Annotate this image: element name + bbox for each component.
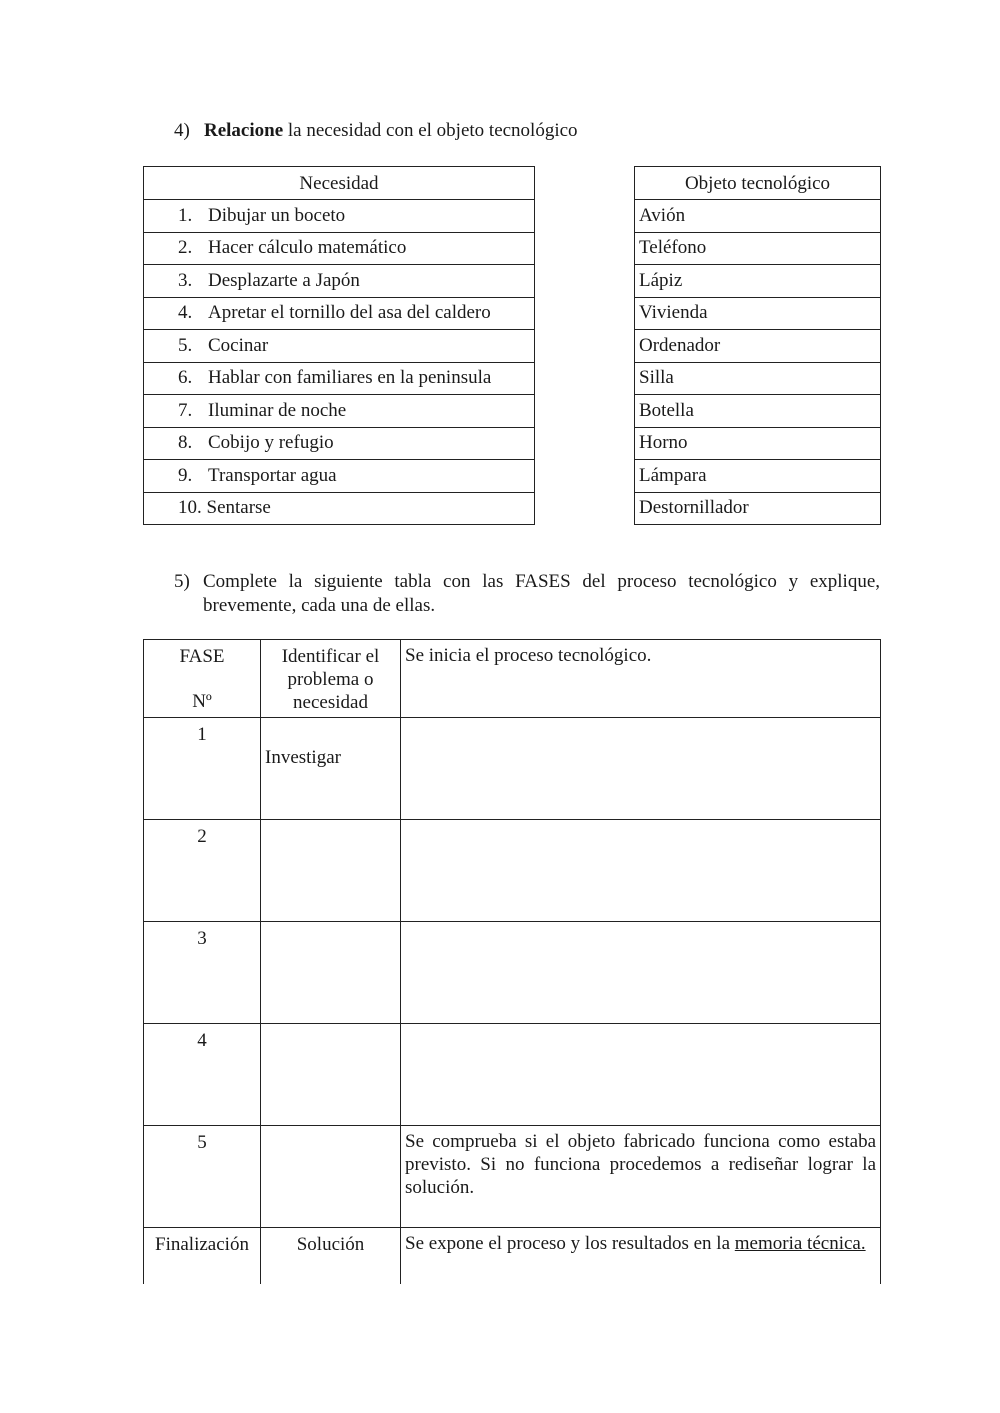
fase-name-cell: Investigar [261,718,401,820]
question-4-number: 4) [174,120,190,141]
object-row: Lámpara [635,460,881,493]
fase-name-cell[interactable] [261,1024,401,1126]
need-row: 2. Hacer cálculo matemático [144,232,535,265]
question-4-text: la necesidad con el objeto tecnológico [283,120,578,141]
fase-final-desc: Se expone el proceso y los resultados en la memoria técnica. [401,1228,881,1284]
object-row: Avión [635,200,881,233]
fase-header-cell: FASE Nº [144,640,261,718]
object-row: Destornillador [635,492,881,525]
needs-header: Necesidad [144,167,535,200]
fase-name-cell[interactable] [261,922,401,1024]
object-row: Vivienda [635,297,881,330]
fase-name-cell[interactable] [261,1126,401,1228]
fase-desc-cell[interactable] [401,718,881,820]
fase-final-label: Finalización [144,1228,261,1284]
needs-table [143,166,535,525]
objects-table [634,166,881,525]
object-row: Ordenador [635,330,881,363]
fase-name-cell: Identificar el problema o necesidad [261,640,401,718]
fase-number: 5 [144,1126,261,1228]
object-row: Horno [635,427,881,460]
fase-final-name: Solución [261,1228,401,1284]
need-row: 3. Desplazarte a Japón [144,265,535,298]
object-row: Teléfono [635,232,881,265]
fase-number: 2 [144,820,261,922]
need-row: 1. Dibujar un boceto [144,200,535,233]
object-row: Botella [635,395,881,428]
need-row: 10. Sentarse [144,492,535,525]
need-row: 7. Iluminar de noche [144,395,535,428]
fases-table [143,639,881,1284]
need-row: 5. Cocinar [144,330,535,363]
objects-header: Objeto tecnológico [635,167,881,200]
fase-number: 3 [144,922,261,1024]
fase-number: 4 [144,1024,261,1126]
fase-name-cell[interactable] [261,820,401,922]
fase-desc-cell: Se inicia el proceso tecnológico. [401,640,881,718]
fase-desc-cell[interactable] [401,922,881,1024]
need-row: 9. Transportar agua [144,460,535,493]
need-row: 6. Hablar con familiares en la peninsula [144,362,535,395]
fase-number: 1 [144,718,261,820]
fase-desc-cell[interactable] [401,1024,881,1126]
fase-desc-cell[interactable] [401,820,881,922]
need-row: 8. Cobijo y refugio [144,427,535,460]
question-5-number: 5) [174,571,190,592]
question-4-title [174,120,578,142]
need-row: 4. Apretar el tornillo del asa del caldero [144,297,535,330]
question-5-text [174,570,880,618]
question-5-body: Complete la siguiente tabla con las FASES del proceso tecnológico y explique, brevemente, cada una de ellas. [203,571,880,616]
question-4-bold: Relacione [204,120,284,141]
memoria-tecnica-link: memoria técnica. [734,1233,866,1254]
fase-desc-cell: Se comprueba si el objeto fabricado funciona como estaba previsto. Si no funciona procedemos a rediseñar lograr la solución. [401,1126,881,1228]
object-row: Lápiz [635,265,881,298]
object-row: Silla [635,362,881,395]
